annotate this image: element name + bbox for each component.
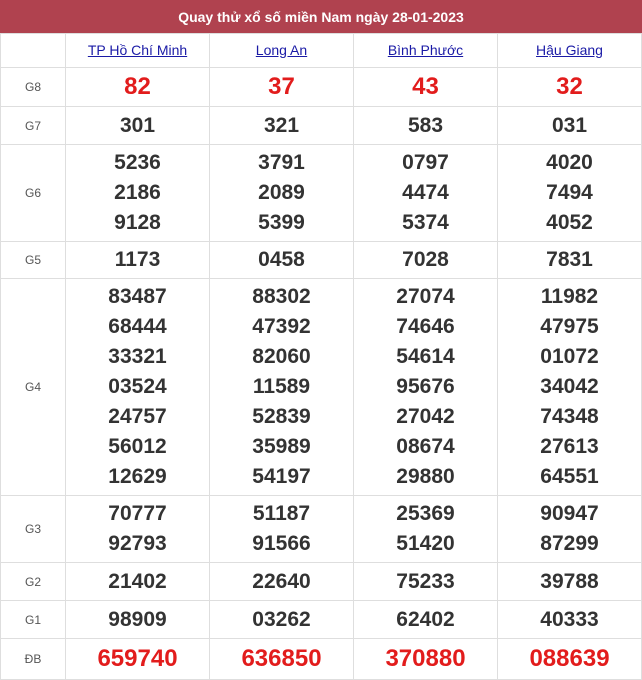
- prize-number: 0797: [402, 151, 449, 174]
- prize-label: G3: [1, 496, 66, 563]
- prize-label: G8: [1, 68, 66, 107]
- prize-number: 11982: [540, 285, 599, 308]
- prize-cell: [66, 496, 210, 563]
- results-table: [0, 33, 642, 680]
- prize-number: 7831: [498, 242, 642, 279]
- prize-label: ĐB: [1, 639, 66, 680]
- corner-cell: [1, 34, 66, 68]
- prize-label: G5: [1, 242, 66, 279]
- prize-number: 74646: [396, 315, 455, 338]
- page-title: Quay thử xổ số miền Nam ngày 28-01-2023: [0, 0, 642, 33]
- prize-number: 22640: [210, 563, 354, 601]
- prize-number: 87299: [540, 532, 599, 555]
- prize-number: 583: [354, 107, 498, 145]
- prize-number: 24757: [108, 405, 167, 428]
- special-prize-number: 636850: [210, 639, 354, 680]
- prize-number: 64551: [540, 465, 599, 488]
- prize-cell: [210, 496, 354, 563]
- province-header-row: [1, 34, 642, 68]
- prize-cell: [354, 145, 498, 242]
- prize-number: 47975: [540, 315, 599, 338]
- prize-number: 25369: [396, 502, 455, 525]
- prize-number: 0458: [210, 242, 354, 279]
- prize-number: 5236: [114, 151, 161, 174]
- prize-number: 5399: [258, 211, 305, 234]
- prize-number: 031: [498, 107, 642, 145]
- prize-number: 1173: [66, 242, 210, 279]
- prize-row-g3: [1, 496, 642, 563]
- prize-cell: [498, 496, 642, 563]
- prize-number: 7028: [354, 242, 498, 279]
- prize-number: 27074: [396, 285, 455, 308]
- prize-number: 37: [210, 68, 354, 107]
- prize-number: 39788: [498, 563, 642, 601]
- prize-row-g8: [1, 68, 642, 107]
- prize-number: 301: [66, 107, 210, 145]
- prize-cell: [66, 145, 210, 242]
- province-header: [210, 34, 354, 68]
- prize-label: G2: [1, 563, 66, 601]
- prize-number: 90947: [540, 502, 599, 525]
- prize-number: 9128: [114, 211, 161, 234]
- prize-number: 4474: [402, 181, 449, 204]
- prize-row-g1: [1, 601, 642, 639]
- prize-number: 27613: [540, 435, 599, 458]
- special-prize-number: 370880: [354, 639, 498, 680]
- prize-number: 321: [210, 107, 354, 145]
- prize-number: 01072: [540, 345, 599, 368]
- prize-number: 03524: [108, 375, 167, 398]
- prize-number: 12629: [108, 465, 167, 488]
- prize-number: 21402: [66, 563, 210, 601]
- prize-number: 92793: [108, 532, 167, 555]
- prize-number: 91566: [252, 532, 311, 555]
- prize-label: G6: [1, 145, 66, 242]
- prize-cell: [498, 145, 642, 242]
- prize-number: 27042: [396, 405, 455, 428]
- prize-number: 52839: [252, 405, 311, 428]
- prize-number: 08674: [396, 435, 455, 458]
- prize-number: 32: [498, 68, 642, 107]
- prize-number: 43: [354, 68, 498, 107]
- prize-number: 98909: [66, 601, 210, 639]
- prize-cell: [354, 279, 498, 496]
- prize-number: 68444: [108, 315, 167, 338]
- prize-cell: [66, 279, 210, 496]
- prize-number: 29880: [396, 465, 455, 488]
- province-link-tp-ho-chi-minh[interactable]: TP Hồ Chí Minh: [87, 41, 188, 58]
- prize-number: 88302: [252, 285, 311, 308]
- prize-cell: [498, 279, 642, 496]
- prize-number: 11589: [252, 375, 311, 398]
- prize-number: 83487: [108, 285, 167, 308]
- prize-number: 40333: [498, 601, 642, 639]
- prize-number: 54614: [396, 345, 455, 368]
- prize-number: 74348: [540, 405, 599, 428]
- prize-number: 35989: [252, 435, 311, 458]
- prize-number: 2089: [258, 181, 305, 204]
- special-prize-number: 088639: [498, 639, 642, 680]
- prize-number: 51420: [396, 532, 455, 555]
- prize-number: 34042: [540, 375, 599, 398]
- prize-number: 4052: [546, 211, 593, 234]
- province-link-binh-phuoc[interactable]: Bình Phước: [387, 41, 464, 58]
- prize-number: 82060: [252, 345, 311, 368]
- prize-cell: [354, 496, 498, 563]
- prize-number: 03262: [210, 601, 354, 639]
- prize-number: 82: [66, 68, 210, 107]
- province-header: [498, 34, 642, 68]
- prize-number: 4020: [546, 151, 593, 174]
- prize-cell: [210, 145, 354, 242]
- prize-number: 5374: [402, 211, 449, 234]
- province-link-hau-giang[interactable]: Hậu Giang: [536, 41, 603, 58]
- prize-number: 70777: [108, 502, 167, 525]
- prize-row-special: [1, 639, 642, 680]
- prize-label: G1: [1, 601, 66, 639]
- prize-label: G7: [1, 107, 66, 145]
- prize-row-g4: [1, 279, 642, 496]
- prize-number: 62402: [354, 601, 498, 639]
- prize-number: 56012: [108, 435, 167, 458]
- prize-label: G4: [1, 279, 66, 496]
- province-header: [66, 34, 210, 68]
- prize-number: 2186: [114, 181, 161, 204]
- prize-row-g5: [1, 242, 642, 279]
- prize-number: 33321: [108, 345, 167, 368]
- prize-number: 54197: [252, 465, 311, 488]
- prize-row-g7: [1, 107, 642, 145]
- prize-number: 75233: [354, 563, 498, 601]
- prize-row-g2: [1, 563, 642, 601]
- prize-row-g6: [1, 145, 642, 242]
- province-header: [354, 34, 498, 68]
- prize-number: 3791: [258, 151, 305, 174]
- prize-number: 95676: [396, 375, 455, 398]
- prize-number: 51187: [252, 502, 311, 525]
- special-prize-number: 659740: [66, 639, 210, 680]
- prize-number: 7494: [546, 181, 593, 204]
- prize-cell: [210, 279, 354, 496]
- province-link-long-an[interactable]: Long An: [255, 41, 308, 58]
- prize-number: 47392: [252, 315, 311, 338]
